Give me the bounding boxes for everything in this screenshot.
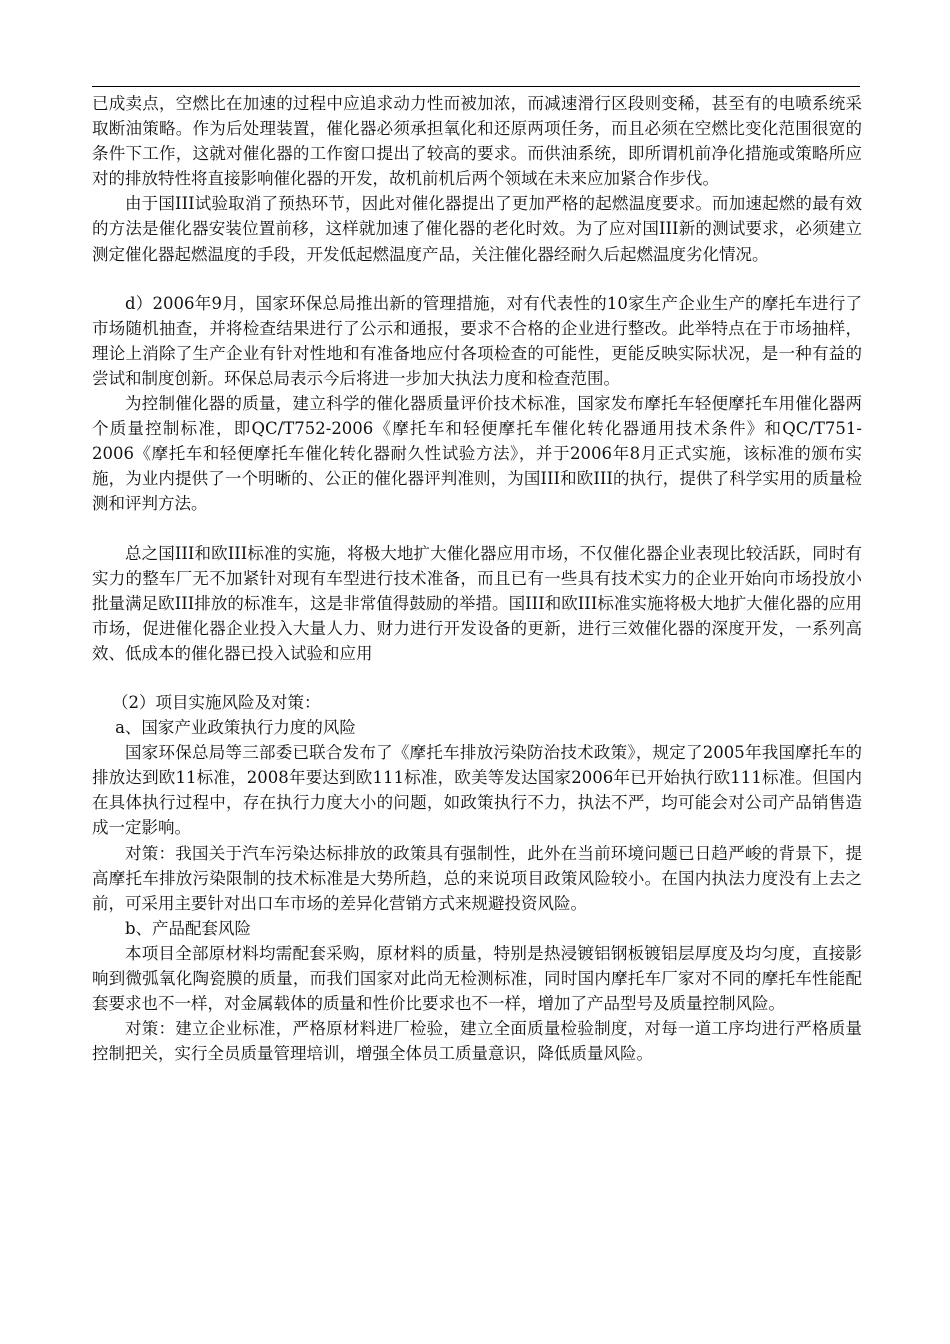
paragraph-gap — [92, 267, 862, 291]
document-body — [92, 91, 862, 1066]
paragraph-policy-countermeasure: 对策：我国关于汽车污染达标排放的政策具有强制性，此外在当前环境问题已日趋严峻的背景下，提高摩托车排放污染限制的技术标准是大势所趋，总的来说项目政策风险较小。在国内执法力度没有上去之前，可采用主要针对出口车市场的差异化营销方式来规避投资风险。 — [92, 843, 862, 913]
paragraph-supply-countermeasure: 对策：建立企业标准，严格原材料进厂检验，建立全面质量检验制度，对每一道工序均进行严格质量控制把关，实行全员质量管理培训，增强全体员工质量意识，降低质量风险。 — [92, 1019, 862, 1064]
paragraph-gap — [92, 517, 862, 541]
paragraph-air-fuel-ratio: 已成卖点，空燃比在加速的过程中应追求动力性而被加浓，而减速滑行区段则变稀，甚至有的电喷系统采取断油策略。作为后处理装置，催化器必须承担氧化和还原两项任务，而且必须在空燃比变化范围很宽的条件下工作，这就对催化器的工作窗口提出了较高的要求。而供油系统，即所谓机前净化措施或策略所应对的排放特性将直接影响催化器的开发，故机前机后两个领域在未来应加紧合作步伐。 — [92, 94, 862, 189]
subheading-supply-risk: b、产品配套风险 — [125, 918, 252, 938]
paragraph-policy-risk: 国家环保总局等三部委已联合发布了《摩托车排放污染防治技术政策》，规定了2005年我国摩托车的排放达到欧11标准，2008年要达到欧111标准，欧美等发达国家2006年已开始执行欧111标准。但国内在具体执行过程中，存在执行力度大小的问题，如政策执行不力，执法不严，均可能会对公司产品销售造成一定影响。 — [92, 743, 862, 838]
paragraph-quality-standards: 为控制催化器的质量，建立科学的催化器质量评价技术标准，国家发布摩托车轻便摩托车用催化器两个质量控制标准，即QC/T752-2006《摩托车和轻便摩托车催化转化器通用技术条件》和QC/T751-2006《摩托车和轻便摩托车催化转化器耐久性试验方法》，并于2006年8月正式实施，该标准的颁布实施，为业内提供了一个明晰的、公正的催化器评判准则，为国III和欧III的执行，提供了科学实用的质量检测和评判方法。 — [92, 394, 862, 514]
paragraph-market-inspection: d）2006年9月，国家环保总局推出新的管理措施，对有代表性的10家生产企业生产的摩托车进行了市场随机抽查，并将检查结果进行了公示和通报，要求不合格的企业进行整改。此举特点在于市场抽样，理论上消除了生产企业有针对性地和有准备地应付各项检查的可能性，更能反映实际状况，是一种有益的尝试和制度创新。环保总局表示今后将进一步加大执法力度和检查范围。 — [92, 293, 862, 388]
section-heading-risks: （2）项目实施风险及对策： — [112, 692, 321, 712]
paragraph-gap — [92, 666, 862, 690]
header-rule — [92, 86, 860, 87]
paragraph-light-off-temperature: 由于国III试验取消了预热环节，因此对催化器提出了更加严格的起燃温度要求。而加速起燃的最有效的方法是催化器安装位置前移，这样就加速了催化器的老化时效。为了应对国III新的测试要求，必须建立测定催化器起燃温度的手段，开发低起燃温度产品，关注催化器经耐久后起燃温度劣化情况。 — [92, 194, 862, 264]
paragraph-supply-risk: 本项目全部原材料均需配套采购，原材料的质量，特别是热浸镀铝钢板镀铝层厚度及均匀度，直接影响到微弧氧化陶瓷膜的质量，而我们国家对此尚无检测标准，同时国内摩托车厂家对不同的摩托车性能配套要求也不一样，对金属载体的质量和性价比要求也不一样，增加了产品型号及质量控制风险。 — [92, 943, 862, 1014]
subheading-policy-risk: a、国家产业政策执行力度的风险 — [115, 718, 356, 738]
paragraph-summary: 总之国III和欧III标准的实施，将极大地扩大催化器应用市场，不仅催化器企业表现比较活跃，同时有实力的整车厂无不加紧针对现有车型进行技术准备，而且已有一些具有技术实力的企业开始向市场投放小批量满足欧III排放的标准车，这是非常值得鼓励的举措。国III和欧III标准实施将极大地扩大催化器的应用市场，促进催化器企业投入大量人力、财力进行开发设备的更新，进行三效催化器的深度开发，一系列高效、低成本的催化器已投入试验和应用 — [92, 543, 862, 663]
